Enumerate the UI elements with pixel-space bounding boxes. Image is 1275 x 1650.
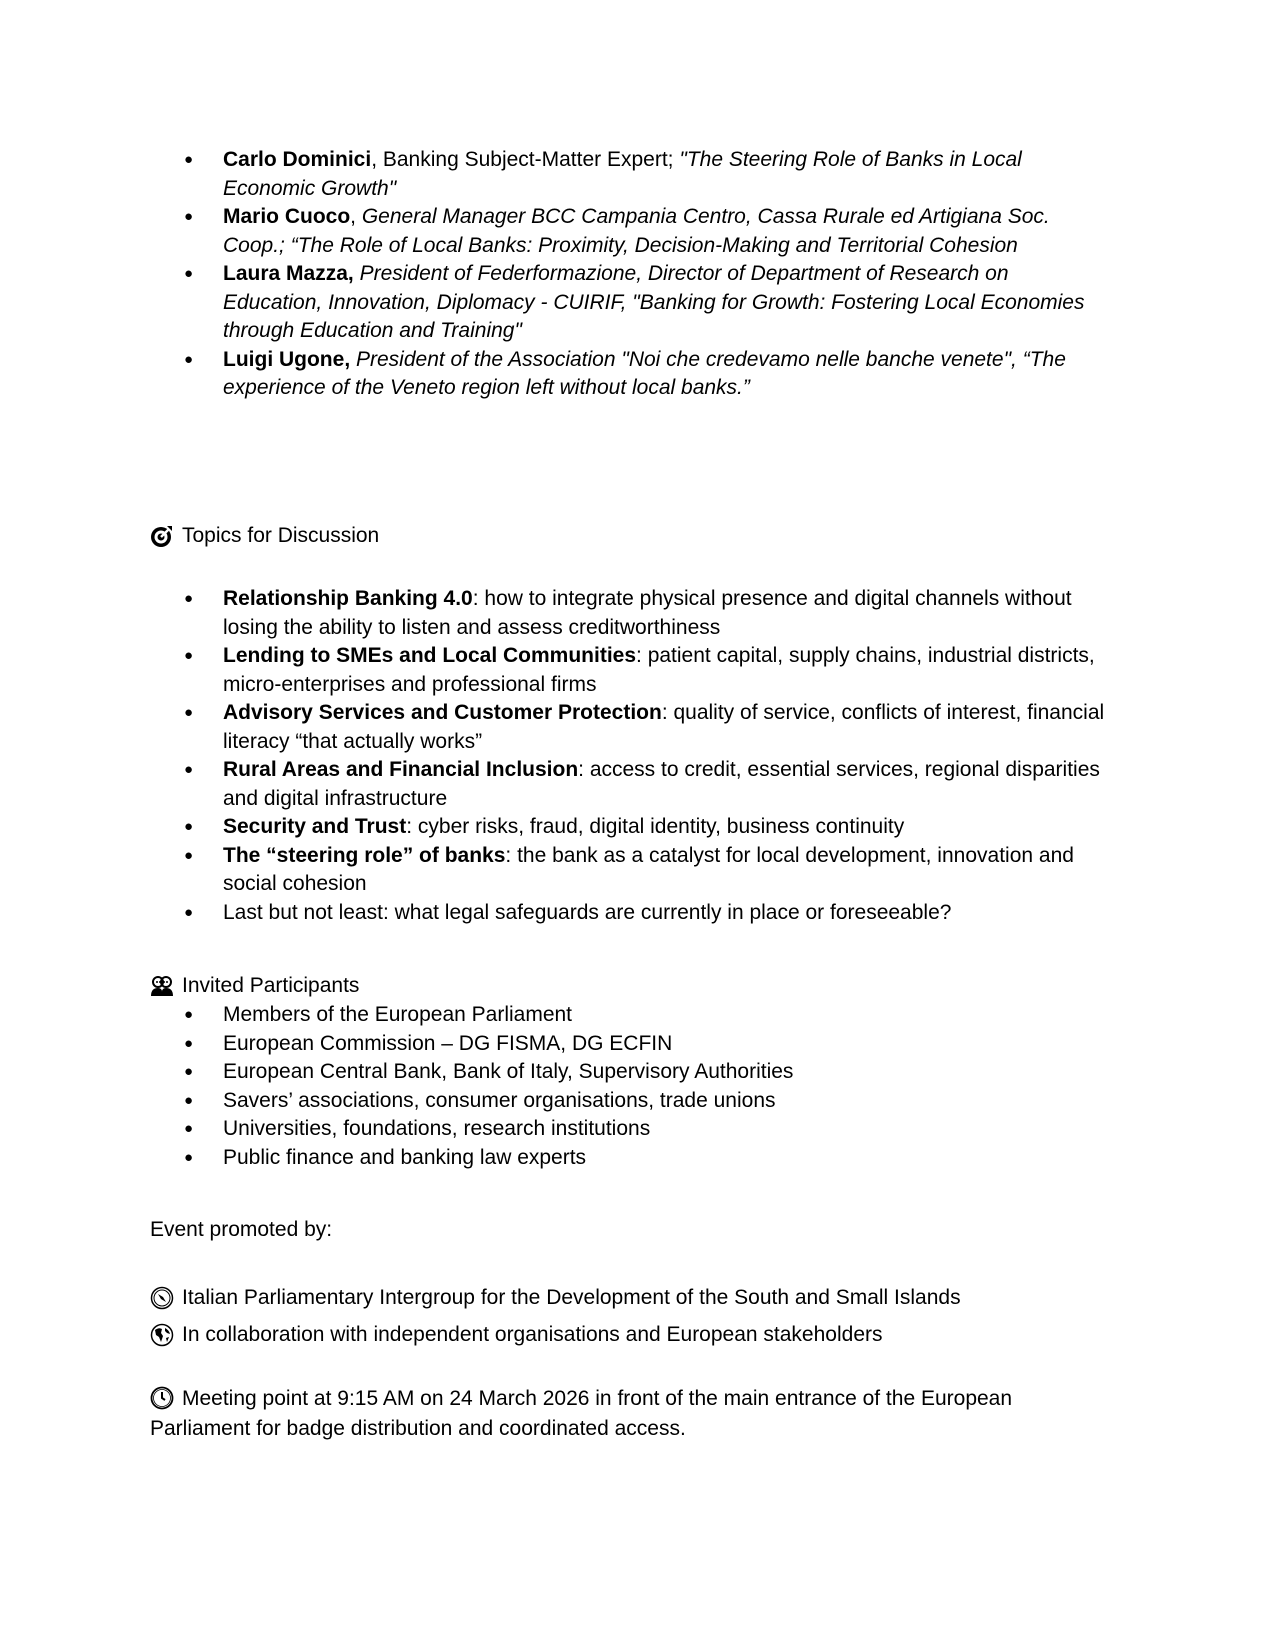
bullet-icon: ●: [184, 1120, 194, 1137]
topic-item: [150, 756, 1110, 813]
participants-heading: [150, 972, 1110, 1000]
participants-list: [150, 1001, 1110, 1172]
compass-icon: [150, 1286, 174, 1310]
speaker-item: ● Carlo Dominici, Banking Subject-Matter Expert; "The Steering Role of Banks in Local Economic Growth": [184, 148, 1022, 200]
meeting-point: [150, 1384, 1110, 1444]
topics-list: [150, 585, 1110, 927]
topic-item: [150, 813, 1110, 842]
participant-item: ● Public finance and banking law experts: [150, 1144, 1110, 1173]
bullet-icon: ●: [184, 350, 194, 368]
collaboration-line: In collaboration with independent organisations and European stakeholders: [150, 1320, 1110, 1350]
bullet-icon: ●: [184, 1034, 194, 1052]
meeting-text: Meeting point at 9:15 AM on 24 March 2026 in front of the main entrance of the European Parliament for badge distribution and coordinated access.: [150, 1387, 1013, 1440]
bullet-icon: ●: [184, 818, 194, 835]
topic-item: [150, 899, 1110, 928]
topic-item: [150, 642, 1110, 699]
bullet-icon: ●: [184, 1063, 194, 1080]
promoter-line: Italian Parliamentary Intergroup for the Development of the South and Small Islands: [150, 1283, 1110, 1313]
speaker-name: Luigi Ugone,: [223, 347, 351, 371]
bullet-icon: ●: [184, 1006, 194, 1023]
section-title: Invited Participants: [182, 974, 360, 997]
topic-text: : access to credit, essential services, regional disparities and digital infrastructure: [223, 758, 1100, 810]
topic-text: : cyber risks, fraud, digital identity, business continuity: [406, 815, 905, 838]
topic-item: [150, 842, 1110, 899]
topic-label: Security and Trust: [223, 815, 407, 838]
speaker-role: Banking Subject-Matter Expert;: [382, 148, 680, 171]
bullet-icon: ●: [184, 208, 194, 225]
speakers-list: [150, 146, 1110, 403]
bullet-icon: ●: [184, 903, 194, 921]
participant-item: ● Savers’ associations, consumer organisations, trade unions: [150, 1087, 1110, 1116]
speaker-name: Carlo Dominici: [223, 148, 372, 171]
speaker-talk-title: "Banking for Growth: Fostering Local Economies through Education and Training": [223, 290, 1085, 342]
bullet-icon: ●: [184, 1091, 194, 1109]
promoted-by-label: Event promoted by:: [150, 1218, 333, 1241]
participant-item: ● European Central Bank, Bank of Italy, Supervisory Authorities: [150, 1058, 1110, 1087]
topic-label: The “steering role” of banks: [223, 843, 506, 867]
bullet-icon: ●: [184, 704, 194, 721]
bullet-icon: ●: [184, 846, 194, 864]
speaker-role: President of Federformazione, Director of Department of Research on Education, Innovation, Diplomacy - CUIRIF,: [223, 262, 1009, 314]
topic-text: : patient capital, supply chains, industrial districts, micro-enterprises and professional firms: [223, 644, 1095, 696]
bullet-icon: ●: [184, 151, 194, 168]
speaker-name: Mario Cuoco: [223, 205, 351, 228]
participant-item: ● Universities, foundations, research institutions: [150, 1115, 1110, 1144]
people-icon: [150, 974, 174, 998]
speaker-role: General Manager BCC Campania Centro, Cassa Rurale ed Artigiana Soc. Coop.;: [223, 205, 1050, 257]
globe-icon: [150, 1323, 174, 1347]
speaker-item: ● Mario Cuoco, General Manager BCC Campania Centro, Cassa Rurale ed Artigiana Soc. Coop.; “The Role of Local Banks: Proximity, Decision-Making and Territorial Cohesion: [184, 205, 1050, 257]
topic-text: Last but not least: what legal safeguards are currently in place or foreseeable?: [223, 900, 952, 924]
topic-label: Lending to SMEs and Local Communities: [223, 644, 637, 667]
bullet-icon: ●: [184, 265, 194, 282]
topic-item: [150, 585, 1110, 642]
clock-icon: [150, 1386, 174, 1410]
speaker-talk-title: “The Role of Local Banks: Proximity, Decision-Making and Territorial Cohesion: [290, 233, 1018, 257]
speaker-role: President of the Association "Noi che credevamo nelle banche venete",: [356, 347, 1023, 371]
participant-item: ● European Commission – DG FISMA, DG ECFIN: [150, 1030, 1110, 1059]
speaker-talk-title: "The Steering Role of Banks in Local Economic Growth": [223, 148, 1022, 200]
speaker-item: [150, 260, 1110, 346]
bullet-icon: ●: [184, 1148, 194, 1166]
topic-text: : quality of service, conflicts of interest, financial literacy “that actually works”: [223, 701, 1105, 753]
topic-text: : the bank as a catalyst for local development, innovation and social cohesion: [223, 843, 1074, 895]
speaker-name: Laura Mazza,: [223, 262, 354, 285]
topic-text: : how to integrate physical presence and digital channels without losing the ability to listen and assess creditworthiness: [223, 587, 1072, 639]
topic-label: Rural Areas and Financial Inclusion: [223, 758, 579, 781]
bullet-icon: ●: [184, 761, 194, 778]
topics-heading: [150, 522, 1110, 550]
bullet-icon: ●: [184, 647, 194, 664]
target-icon: [150, 524, 174, 548]
speaker-talk-title: “The experience of the Veneto region left without local banks.”: [223, 347, 1066, 399]
participant-item: ● Members of the European Parliament: [150, 1001, 1110, 1030]
speaker-item: [150, 346, 1110, 403]
bullet-icon: ●: [184, 590, 194, 607]
section-title: Topics for Discussion: [182, 524, 380, 547]
topic-label: Advisory Services and Customer Protection: [223, 701, 662, 724]
topic-item: [150, 699, 1110, 756]
topic-label: Relationship Banking 4.0: [223, 587, 473, 610]
